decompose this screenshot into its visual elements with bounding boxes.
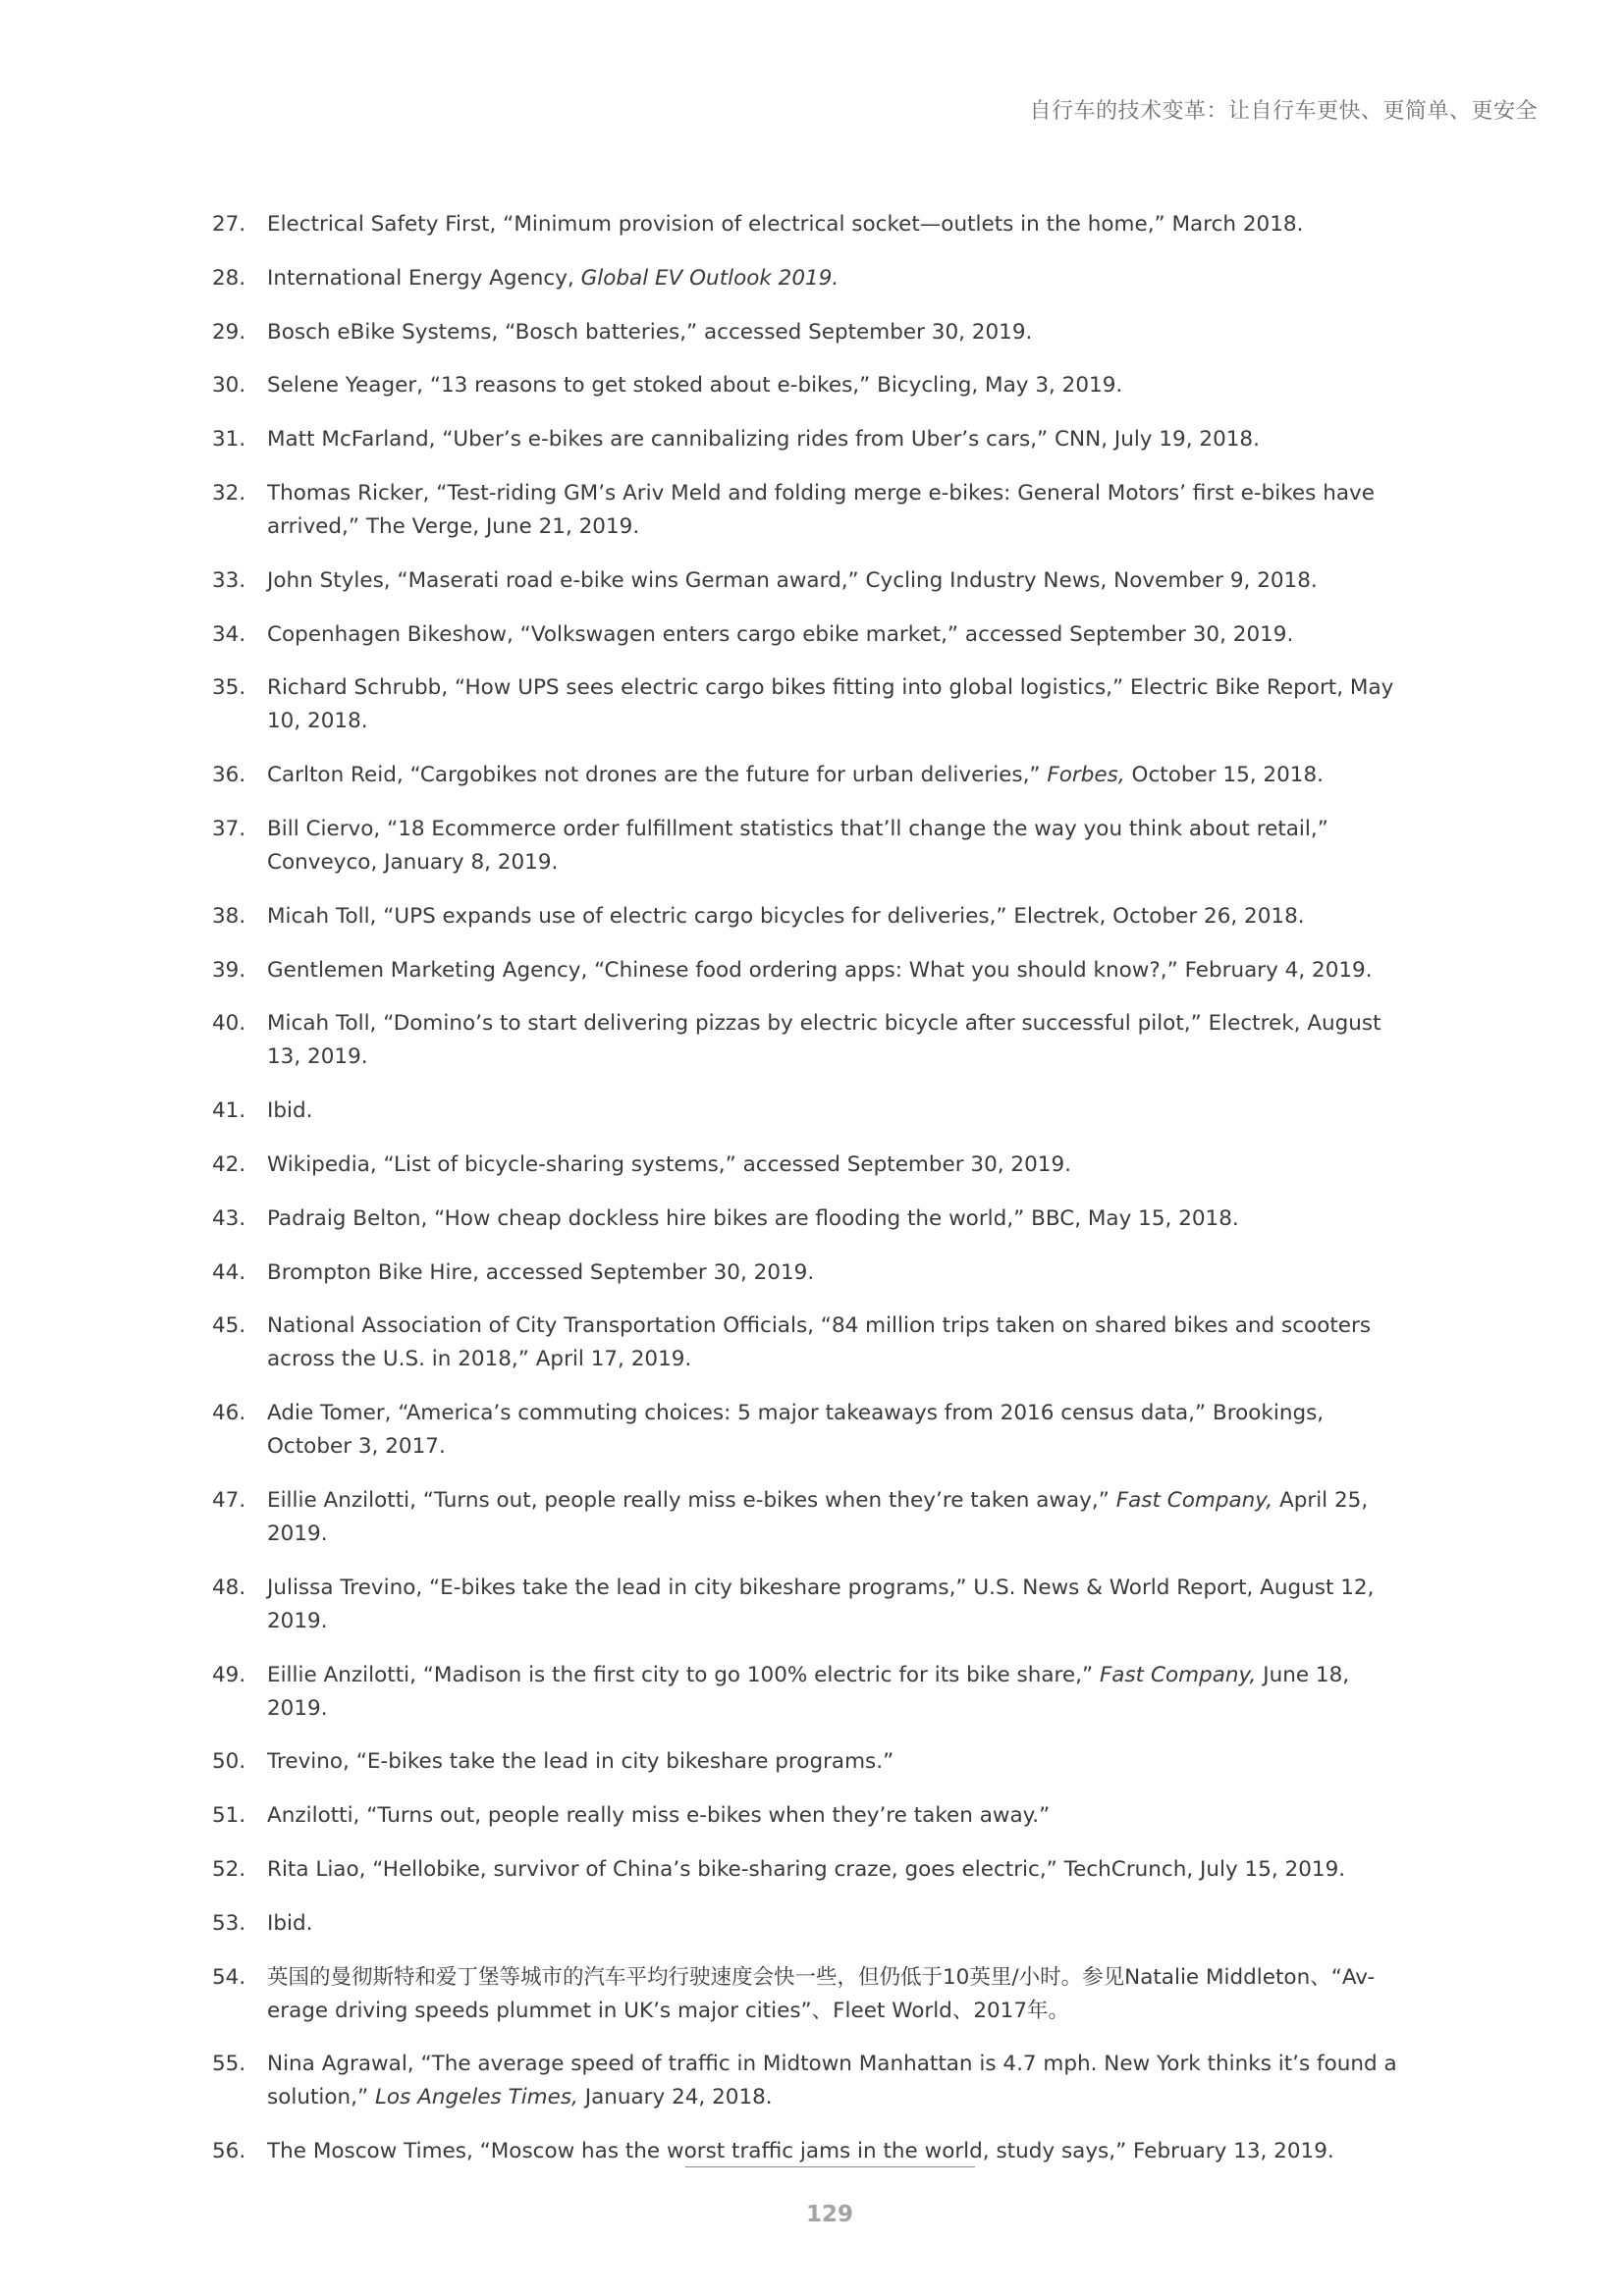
endnote-text-run: Micah Toll, “Domino’s to start delivering pizzas by electric bicycle after successful pilot,” Electrek, August 13, 2019. bbox=[267, 1011, 1381, 1070]
endnote-item bbox=[212, 262, 1414, 295]
footer-divider bbox=[685, 2166, 975, 2167]
endnote-text-run: Anzilotti, “Turns out, people really miss e-bikes when they’re taken away.” bbox=[267, 1803, 1051, 1829]
endnote-number: 46. bbox=[212, 1401, 246, 1426]
endnote-item bbox=[212, 2135, 1414, 2168]
endnote-text bbox=[267, 423, 1414, 456]
endnote-number: 52. bbox=[212, 1856, 246, 1882]
endnote-number: 34. bbox=[212, 621, 246, 647]
endnote-number: 45. bbox=[212, 1313, 246, 1339]
endnote-text-run: Micah Toll, “UPS expands use of electric cargo bicycles for deliveries,” Electrek, October 26, 2018. bbox=[267, 903, 1305, 929]
endnote-text-run: Padraig Belton, “How cheap dockless hire bikes are flooding the world,” BBC, May 15, 2018. bbox=[267, 1205, 1239, 1231]
endnote-item bbox=[212, 2048, 1414, 2114]
endnote-item bbox=[212, 1309, 1414, 1376]
endnote-number: 48. bbox=[212, 1575, 246, 1600]
endnote-number: 35. bbox=[212, 675, 246, 701]
endnote-text bbox=[267, 900, 1414, 934]
endnote-item bbox=[212, 1397, 1414, 1464]
endnote-number: 41. bbox=[212, 1098, 246, 1124]
endnote-number: 31. bbox=[212, 427, 246, 453]
endnote-item bbox=[212, 477, 1414, 544]
endnote-title-italic: Forbes, bbox=[1047, 763, 1125, 788]
endnote-text bbox=[267, 477, 1414, 544]
endnote-text bbox=[267, 1484, 1414, 1551]
endnote-number: 40. bbox=[212, 1011, 246, 1037]
endnote-number: 49. bbox=[212, 1662, 246, 1687]
endnote-number: 42. bbox=[212, 1151, 246, 1177]
endnote-item bbox=[212, 954, 1414, 988]
endnote-text bbox=[267, 564, 1414, 598]
endnote-text-run: April 25, 2019. bbox=[267, 1487, 1369, 1546]
endnote-text bbox=[267, 1572, 1414, 1638]
endnote-item bbox=[212, 1148, 1414, 1182]
endnote-number: 27. bbox=[212, 212, 246, 237]
endnote-item bbox=[212, 1484, 1414, 1551]
endnote-item bbox=[212, 1799, 1414, 1833]
endnote-text-run: Eillie Anzilotti, “Madison is the first city to go 100% electric for its bike share,” bbox=[267, 1662, 1100, 1687]
endnote-number: 38. bbox=[212, 903, 246, 929]
endnote-text-run: International Energy Agency, bbox=[267, 265, 581, 291]
endnote-text-run: Ibid. bbox=[267, 1098, 313, 1124]
endnote-number: 33. bbox=[212, 567, 246, 593]
endnote-text-run: Carlton Reid, “Cargobikes not drones are the future for urban deliveries,” bbox=[267, 763, 1048, 788]
endnote-number: 43. bbox=[212, 1205, 246, 1231]
endnote-text bbox=[267, 813, 1414, 880]
endnote-text-run: Bosch eBike Systems, “Bosch batteries,” accessed September 30, 2019. bbox=[267, 319, 1033, 345]
endnote-text-run: Richard Schrubb, “How UPS sees electric cargo bikes fitting into global logistics,” Electric Bike Report, May 10, 2018. bbox=[267, 675, 1394, 734]
endnote-item bbox=[212, 1007, 1414, 1074]
endnote-number: 51. bbox=[212, 1803, 246, 1829]
endnote-text bbox=[267, 2135, 1414, 2168]
endnote-text bbox=[267, 2048, 1414, 2114]
endnote-item bbox=[212, 423, 1414, 456]
endnote-text bbox=[267, 1799, 1414, 1833]
endnote-number: 39. bbox=[212, 957, 246, 983]
endnote-text bbox=[267, 1007, 1414, 1074]
endnote-item bbox=[212, 900, 1414, 934]
endnote-item bbox=[212, 1572, 1414, 1638]
endnote-title-italic: Fast Company, bbox=[1115, 1487, 1273, 1513]
endnote-number: 50. bbox=[212, 1749, 246, 1775]
endnote-number: 28. bbox=[212, 265, 246, 291]
endnote-number: 36. bbox=[212, 763, 246, 788]
endnote-title-italic: Los Angeles Times, bbox=[374, 2085, 578, 2110]
endnote-item bbox=[212, 564, 1414, 598]
endnote-text-run: Electrical Safety First, “Minimum provision of electrical socket—outlets in the home,” March 2018. bbox=[267, 212, 1304, 237]
endnote-text bbox=[267, 1309, 1414, 1376]
endnote-text bbox=[267, 954, 1414, 988]
endnote-text-run: Gentlemen Marketing Agency, “Chinese food ordering apps: What you should know?,” February 4, 2019. bbox=[267, 957, 1373, 983]
endnote-item bbox=[212, 208, 1414, 241]
endnote-item bbox=[212, 1961, 1414, 2028]
endnote-text bbox=[267, 1745, 1414, 1779]
endnote-text-run: National Association of City Transportation Officials, “84 million trips taken on shared bikes and scooters across the U.S. in 2018,” April 17, 2019. bbox=[267, 1313, 1372, 1372]
endnote-item bbox=[212, 1095, 1414, 1128]
endnote-number: 37. bbox=[212, 816, 246, 841]
running-header: 自行车的技术变革：让自行车更快、更简单、更安全 bbox=[1029, 99, 1538, 124]
endnote-text bbox=[267, 1907, 1414, 1941]
endnote-item bbox=[212, 1256, 1414, 1290]
endnote-text-run: Selene Yeager, “13 reasons to get stoked about e-bikes,” Bicycling, May 3, 2019. bbox=[267, 373, 1123, 399]
endnote-number: 56. bbox=[212, 2139, 246, 2164]
endnote-text-run: Bill Ciervo, “18 Ecommerce order fulfillment statistics that’ll change the way you think about retail,” Conveyco, January 8, 2019. bbox=[267, 816, 1328, 875]
endnote-text bbox=[267, 759, 1414, 792]
endnote-item bbox=[212, 1659, 1414, 1726]
endnote-item bbox=[212, 1202, 1414, 1236]
endnote-text-run: Trevino, “E-bikes take the lead in city bikeshare programs.” bbox=[267, 1749, 894, 1775]
endnote-text bbox=[267, 316, 1414, 349]
endnote-text-run: January 24, 2018. bbox=[577, 2085, 773, 2110]
endnotes-list bbox=[212, 208, 1414, 2189]
endnote-item bbox=[212, 759, 1414, 792]
endnote-item bbox=[212, 316, 1414, 349]
endnote-number: 30. bbox=[212, 373, 246, 399]
endnote-text bbox=[267, 1659, 1414, 1726]
endnote-text bbox=[267, 208, 1414, 241]
endnote-number: 47. bbox=[212, 1487, 246, 1513]
endnote-text-run: Matt McFarland, “Uber’s e-bikes are cannibalizing rides from Uber’s cars,” CNN, July 19, 2018. bbox=[267, 427, 1260, 453]
endnote-text bbox=[267, 1397, 1414, 1464]
endnote-text-run: The Moscow Times, “Moscow has the worst traffic jams in the world, study says,” February 13, 2019. bbox=[267, 2139, 1334, 2164]
endnote-text bbox=[267, 369, 1414, 402]
endnote-text bbox=[267, 1961, 1414, 2028]
endnote-text-run: Rita Liao, “Hellobike, survivor of China’s bike-sharing craze, goes electric,” TechCrunch, July 15, 2019. bbox=[267, 1856, 1346, 1882]
endnote-title-italic: Global EV Outlook 2019. bbox=[580, 265, 839, 291]
endnote-number: 54. bbox=[212, 1964, 246, 1990]
endnote-number: 44. bbox=[212, 1259, 246, 1285]
endnote-text-run: 英国的曼彻斯特和爱丁堡等城市的汽车平均行驶速度会快一些，但仍低于10英里/小时。参见Natalie Middleton、“Av-erage driving speeds plummet in UK’s major cities”、Fleet World、2017年。 bbox=[267, 1964, 1376, 2023]
page-number: 129 bbox=[805, 2202, 853, 2227]
endnote-text-run: Thomas Ricker, “Test-riding GM’s Ariv Meld and folding merge e-bikes: General Motors’ first e-bikes have arrived,” The Verge, June 21, 2019. bbox=[267, 480, 1375, 539]
endnote-number: 29. bbox=[212, 319, 246, 345]
endnote-item bbox=[212, 671, 1414, 738]
endnote-number: 55. bbox=[212, 2052, 246, 2077]
endnote-text bbox=[267, 262, 1414, 295]
endnote-text bbox=[267, 1853, 1414, 1887]
endnote-item bbox=[212, 813, 1414, 880]
endnote-text-run: October 15, 2018. bbox=[1124, 763, 1324, 788]
endnote-text bbox=[267, 1095, 1414, 1128]
endnote-text-run: Adie Tomer, “America’s commuting choices: 5 major takeaways from 2016 census data,” Brookings, October 3, 2017. bbox=[267, 1401, 1325, 1460]
endnote-text bbox=[267, 1148, 1414, 1182]
endnote-text bbox=[267, 671, 1414, 738]
endnote-text-run: Copenhagen Bikeshow, “Volkswagen enters cargo ebike market,” accessed September 30, 2019. bbox=[267, 621, 1294, 647]
endnote-text-run: John Styles, “Maserati road e-bike wins German award,” Cycling Industry News, November 9, 2018. bbox=[267, 567, 1318, 593]
endnote-item bbox=[212, 618, 1414, 652]
endnote-item bbox=[212, 1907, 1414, 1941]
endnote-text-run: Brompton Bike Hire, accessed September 30, 2019. bbox=[267, 1259, 815, 1285]
endnote-text-run: June 18, 2019. bbox=[267, 1662, 1350, 1721]
endnote-text bbox=[267, 1202, 1414, 1236]
endnote-number: 53. bbox=[212, 1910, 246, 1936]
endnote-text bbox=[267, 618, 1414, 652]
endnote-text-run: Julissa Trevino, “E-bikes take the lead in city bikeshare programs,” U.S. News & World Report, August 12, 2019. bbox=[267, 1575, 1375, 1633]
endnote-number: 32. bbox=[212, 480, 246, 506]
endnote-item bbox=[212, 369, 1414, 402]
endnote-item bbox=[212, 1745, 1414, 1779]
endnote-text-run: Nina Agrawal, “The average speed of traffic in Midtown Manhattan is 4.7 mph. New York thinks it’s found a solution,” bbox=[267, 2052, 1397, 2110]
endnote-text-run: Eillie Anzilotti, “Turns out, people really miss e-bikes when they’re taken away,” bbox=[267, 1487, 1116, 1513]
endnote-item bbox=[212, 1853, 1414, 1887]
endnote-text-run: Ibid. bbox=[267, 1910, 313, 1936]
endnote-title-italic: Fast Company, bbox=[1099, 1662, 1257, 1687]
endnote-text-run: Wikipedia, “List of bicycle-sharing systems,” accessed September 30, 2019. bbox=[267, 1151, 1071, 1177]
endnote-text bbox=[267, 1256, 1414, 1290]
